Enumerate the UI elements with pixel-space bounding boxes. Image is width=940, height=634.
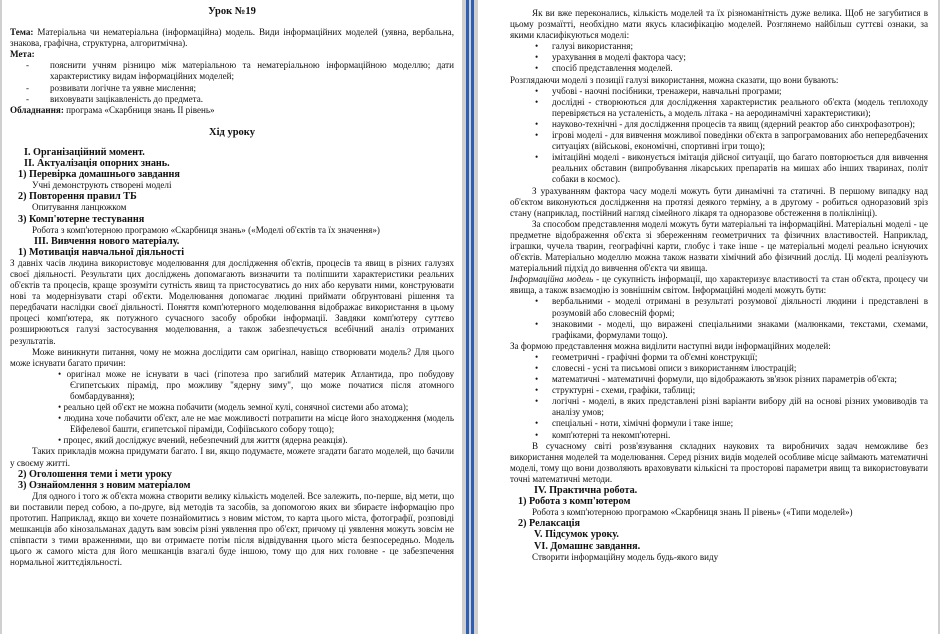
topic-paragraph bbox=[10, 27, 454, 49]
section-heading: І. Організаційний момент. bbox=[24, 146, 145, 158]
list-item: • знаковими - моделі, що виражені спеціальними знаками (малюнками, текстами, схемами, графіками, формулами тощо). bbox=[552, 319, 928, 341]
section-heading: VI. Домашнє завдання. bbox=[534, 540, 641, 552]
body-paragraph: Розглядаючи моделі з позиції галузі використання, можна сказати, що вони бувають: bbox=[510, 74, 839, 85]
info-kinds-list bbox=[510, 296, 928, 340]
reason-bullet-text: оригінал може не існувати в часі (гіпотеза про загиблий материк Атлантида, про побудову Єгипетських пірамід, про можливу "ядерну зиму", що може початися після атомного бомбардування); bbox=[66, 368, 454, 401]
classification-signs-list bbox=[510, 41, 928, 74]
subsection-heading: 1) Робота з комп'ютером bbox=[518, 496, 631, 508]
reason-bullet: • процес, який досліджує вчений, небезпечний для життя (ядерна реакція). bbox=[58, 435, 348, 446]
section-heading: ІІ. Актуалізація опорних знань. bbox=[24, 158, 170, 170]
list-item: • галузі використання; bbox=[552, 41, 928, 52]
goal-item: - пояснити учням різницю між матеріальною та нематеріальною інформаційною моделлю; дати характеристику видам інформаційних моделей; bbox=[50, 60, 454, 82]
list-item: • словесні - усні та письмові описи з використанням ілюстрацій; bbox=[552, 363, 928, 374]
list-item: • спеціальні - ноти, хімічні формули і таке інше; bbox=[552, 418, 928, 429]
list-item: • урахування в моделі фактора часу; bbox=[552, 52, 928, 63]
document-page-left bbox=[2, 0, 462, 634]
section-heading: V. Підсумок уроку. bbox=[534, 529, 619, 541]
info-model-term: Інформаційна модель bbox=[510, 274, 594, 285]
body-paragraph: З урахуванням фактора часу моделі можуть бути динамічні та статичні. В першому випадку над об'єктом виконуються дослідження на протязі деякого терміну, а в другому - робиться одноразовий зріз стану (наприклад, постійний нагляд сімейного лікаря та одноразове обстеження в поліклініці). bbox=[510, 185, 928, 218]
section-heading: ІІІ. Вивчення нового матеріалу. bbox=[34, 235, 180, 247]
list-item: • дослідні - створюються для дослідження характеристик реального об'єкта (модель теплоходу перевіряється на усталеність, а модель літака - на аеродинамічні характеристики); bbox=[552, 97, 928, 119]
body-paragraph: Як ви вже переконались, кількість моделей та їх різноманітність дуже велика. Щоб не загубитися в цьому розмаїтті, необхідно мати якусь класифікацію моделей. Розглянемо найбільш суттєві ознаки, за якими класифікуються моделі: bbox=[510, 8, 928, 41]
body-paragraph: За формою представлення можна виділити наступні види інформаційних моделей: bbox=[510, 340, 831, 351]
body-paragraph: З давніх часів людина використовує моделювання для дослідження об'єктів, процесів та явищ в різних галузях своєї діяльності. Результати цих досліджень допомагають визначити та поліпшити характеристики реальних об'єктів та процесів, краще зрозуміти сутність явищ та пристосуватись до них або керувати ними, конструювати нові та модернізувати старі об'єкти. Моделювання допомагає людині приймати обґрунтовані рішення та передбачати наслідки своєї діяльності. Поняття комп'ютерного моделювання відображає використання в цьому процесі комп'ютера, як потужного сучасного засобу обробки інформації. Завдяки комп'ютеру суттєво розширюються галузі застосування моделювання, а також забезпечується всебічний аналіз отриманих результатів. bbox=[10, 257, 454, 346]
body-paragraph: Таких прикладів можна придумати багато. І ви, якщо подумаєте, можете згадати багато моделей, що бачили у своєму житті. bbox=[10, 446, 454, 468]
goal-list bbox=[10, 60, 454, 104]
topic-text: Матеріальна чи нематеріальна (інформаційна) модель. Види інформаційних моделей (уявна, вербальна, знакова, графічна, структурна, алгоритмічна). bbox=[10, 27, 454, 49]
page-edge-right bbox=[471, 0, 474, 634]
equipment-text: програма «Скарбниця знань ІІ рівень» bbox=[66, 104, 215, 115]
goal-label: Мета: bbox=[10, 49, 35, 60]
subsection-heading: 2) Оголошення теми і мети уроку bbox=[18, 468, 172, 480]
subsection-text: Опитування ланцюжком bbox=[32, 202, 127, 213]
list-item: • науково-технічні - для дослідження процесів та явищ (ядерний реактор або синхрофазотрон); bbox=[552, 119, 928, 130]
list-item: • імітаційні моделі - виконується імітація дійсної ситуації, що багато повторюється для вивчення реальних обставин (випробування лікарських препаратів на мишах або інших тваринах, політ собаки в космос). bbox=[552, 152, 928, 185]
reason-bullet: • людина хоче побачити об'єкт, але не має можливості потрапити на місце його знаходження (модель Ейфелевої башти, єгипетської піраміди, Софіївського собору тощо); bbox=[58, 413, 454, 435]
goal-item: - виховувати зацікавленість до предмета. bbox=[50, 94, 454, 105]
reason-bullet-text: процес, який досліджує вчений, небезпечний для життя (ядерна реакція). bbox=[63, 435, 348, 446]
lesson-flow-title: Хід уроку bbox=[209, 126, 255, 138]
subsection-heading: 1) Перевірка домашнього завдання bbox=[18, 169, 180, 181]
subsection-heading: 3) Ознайомлення з новим матеріалом bbox=[18, 479, 191, 491]
form-kinds-list bbox=[510, 352, 928, 441]
topic-label: Тема: bbox=[10, 27, 34, 38]
body-paragraph: За способом представлення моделі можуть бути матеріальні та інформаційні. Матеріальні моделі - це предметне відображення об'єкта зі збереженням геометричних та фізичних властивостей. Наприклад, іграшки, чучела тварин, географічні карти, глобус і таке інше - це матеріальні моделі реально існуючих об'єктів. Матеріально моделлю можна також назвати хімічний або фізичний дослід. Ці моделі реалізують матеріальний підхід до вивчення об'єкта чи явища. bbox=[510, 218, 928, 274]
list-item: • математичні - математичні формули, що відображають зв'язок різних параметрів об'єкта; bbox=[552, 374, 928, 385]
usage-models-list bbox=[510, 86, 928, 186]
info-model-definition: - це сукупність інформації, що характеризує властивості та стан об'єкта, процесу чи явища, а також взаємодію із зовнішнім світом. Інформаційні моделі можуть бути: bbox=[510, 274, 928, 296]
list-item: • комп'ютерні та некомп'ютерні. bbox=[552, 430, 928, 441]
list-item: • геометричні - графічні форми та об'ємні конструкції; bbox=[552, 352, 928, 363]
list-item: • логічні - моделі, в яких представлені різні варіанти вибору дій на основі різних умовиводів та аналізу умов; bbox=[552, 396, 928, 418]
subsection-heading: 2) Повторення правил ТБ bbox=[18, 191, 137, 203]
lesson-title: Урок №19 bbox=[208, 6, 256, 17]
reason-bullet-text: людина хоче побачити об'єкт, але не має можливості потрапити на місце його знаходження (модель Ейфелевої башти, єгипетської піраміди, Софіївського собору тощо); bbox=[63, 413, 454, 435]
goal-item: - розвивати логічне та уявне мислення; bbox=[50, 83, 454, 94]
body-paragraph: Може виникнути питання, чому не можна дослідити сам оригінал, навіщо створювати модель? Для цього може існувати багато причин: bbox=[10, 346, 454, 368]
equipment-paragraph bbox=[10, 105, 454, 116]
section-heading: IV. Практична робота. bbox=[534, 485, 638, 497]
subsection-text: Робота з комп'ютерною програмою «Скарбниця знань ІІ рівень» («Типи моделей») bbox=[532, 507, 853, 518]
reason-bullet-text: реально цей об'єкт не можна побачити (модель земної кулі, сонячної системи або атома); bbox=[63, 402, 409, 413]
reason-bullet: • реально цей об'єкт не можна побачити (модель земної кулі, сонячної системи або атома); bbox=[58, 402, 409, 413]
subsection-text: Робота з комп'ютерною програмою «Скарбниця знань» («Моделі об'єктів та їх значення») bbox=[32, 224, 380, 235]
list-item: • ігрові моделі - для вивчення можливої поведінки об'єкта в запрограмованих або непередбачених ситуаціях (військові, економічні, спортивні ігри тощо); bbox=[552, 130, 928, 152]
body-paragraph: Для одного і того ж об'єкта можна створити велику кількість моделей. Все залежить, по-перше, від мети, що ви поставили перед собою, а по-друге, від методів та засобів, за допомогою яких ви збираєте інформацію про прототип. Наприклад, якщо ви хочете познайомитись з новим містом, то карта цього міста, фотографії, розповіді мешканців або кінозальманах дадуть вам зовсім різні уявлення про об'єкт, причому ці уявлення можуть зовсім не співпасти з тими враженнями, що ви отримаєте потім після відвідування цього міста безпосередньо. Модель цього ж самого міста для його мешканців взагалі буде іншою, тому що для них головне - це забезпечення нормальної життєдіяльності. bbox=[10, 490, 454, 568]
subsection-heading: 3) Комп'ютерне тестування bbox=[18, 213, 145, 225]
list-item: • структурні - схеми, графіки, таблиці; bbox=[552, 385, 928, 396]
subsection-heading: 1) Мотивація навчальної діяльності bbox=[18, 246, 185, 258]
body-paragraph: В сучасному світі розв'язування складних наукових та виробничих задач неможливе без використання моделей та моделювання. Серед різних видів моделей особливе місце займають математичні моделі, тому що вони дозволяють враховувати кількісні та просторові параметри явищ та використовувати точні математичні методи. bbox=[510, 440, 928, 484]
list-item: • учбові - наочні посібники, тренажери, навчальні програми; bbox=[552, 86, 928, 97]
list-item: • спосіб представлення моделей. bbox=[552, 63, 928, 74]
info-model-paragraph bbox=[510, 274, 928, 296]
reason-bullet: • оригінал може не існувати в часі (гіпотеза про загиблий материк Атлантида, про побудову Єгипетських пірамід, про можливу "ядерну зиму", що може початися після атомного бомбардування); bbox=[58, 368, 454, 401]
page-edge-left bbox=[466, 0, 469, 634]
subsection-text: Учні демонструють створені моделі bbox=[32, 180, 172, 191]
document-page-right bbox=[478, 0, 938, 634]
list-item: • вербальними - моделі отримані в результаті розумової діяльності людини і представлені в розумовій або словесній формі; bbox=[552, 296, 928, 318]
subsection-heading: 2) Релаксація bbox=[518, 518, 581, 530]
homework-text: Створити інформаційну модель будь-якого виду bbox=[532, 551, 719, 562]
equipment-label: Обладнання: bbox=[10, 104, 64, 115]
